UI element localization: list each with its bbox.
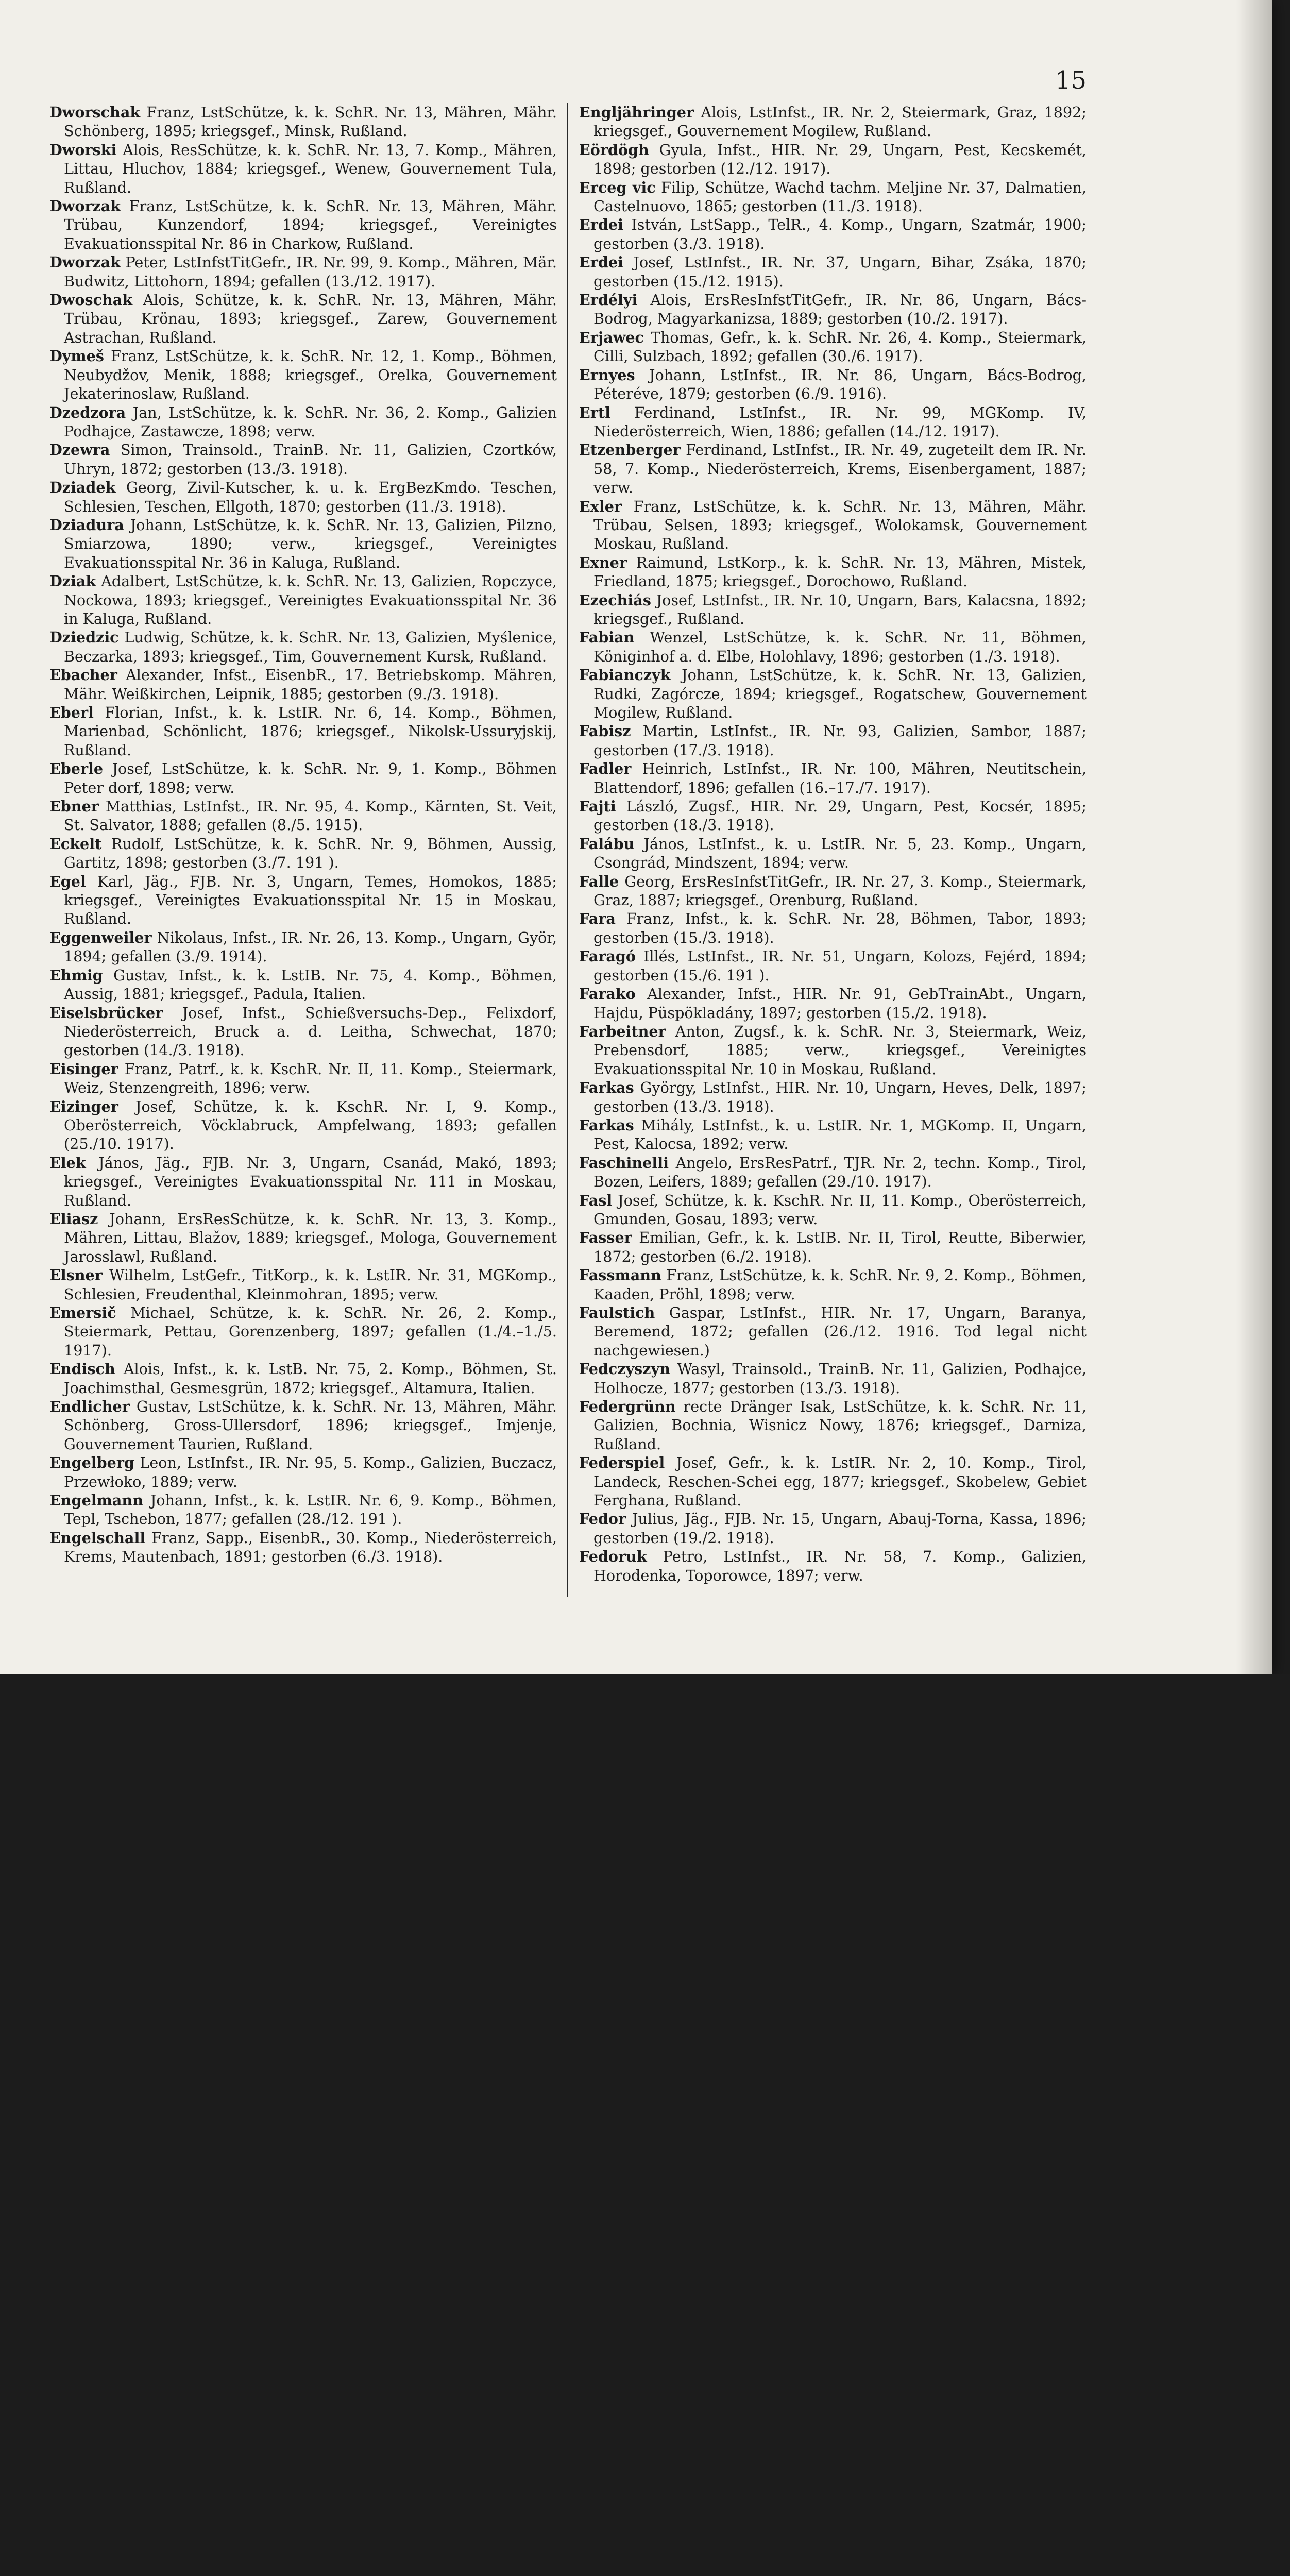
entry-details: János, LstInfst., k. u. LstIR. Nr. 5, 23. Komp., Ungarn, Csongrád, Mindszent, 1894; verw. — [593, 835, 1087, 872]
register-entry — [579, 366, 1087, 403]
entry-surname: Exner — [579, 553, 627, 571]
register-entry — [579, 722, 1087, 759]
register-entry — [579, 1510, 1087, 1547]
entry-details: István, LstSapp., TelR., 4. Komp., Ungarn, Szatmár, 1900; gestorben (3./3. 1918). — [593, 216, 1087, 252]
register-entry — [579, 1547, 1087, 1585]
register-entry — [579, 909, 1087, 947]
register-entry — [49, 1210, 557, 1266]
entry-surname: Erceg vic — [579, 178, 656, 196]
entry-details: Wasyl, Trainsold., TrainB. Nr. 11, Galizien, Podhajce, Holhocze, 1877; gestorben (13./3. 1918). — [593, 1360, 1087, 1397]
entry-surname: Eggenweiler — [49, 928, 152, 946]
entry-surname: Dworzak — [49, 253, 121, 272]
entry-details: Gustav, Infst., k. k. LstIB. Nr. 75, 4. Komp., Böhmen, Aussig, 1881; kriegsgef., Padula, Italien. — [64, 966, 557, 1003]
entry-details: Alexander, Infst., EisenbR., 17. Betriebskomp. Mähren, Mähr. Weißkirchen, Leipnik, 1885; gestorben (9./3. 1918). — [64, 666, 557, 703]
register-entry — [579, 215, 1087, 253]
entry-details: Angelo, ErsResPatrf., TJR. Nr. 2, techn. Komp., Tirol, Bozen, Leifers, 1889; gefallen (29./10. 1917). — [593, 1154, 1087, 1191]
register-entry — [579, 1022, 1087, 1078]
entry-surname: Fabisz — [579, 722, 631, 740]
entry-details: Josef, LstInfst., IR. Nr. 37, Ungarn, Bihar, Zsáka, 1870; gestorben (15./12. 1915). — [593, 253, 1087, 290]
register-entry — [49, 759, 557, 797]
entry-surname: Eliasz — [49, 1210, 98, 1228]
entry-details: Georg, Zivil-Kutscher, k. u. k. ErgBezKmdo. Teschen, Schlesien, Teschen, Ellgoth, 1870; gestorben (11./3. 1918). — [64, 479, 557, 515]
entry-surname: Endisch — [49, 1360, 115, 1378]
entry-surname: Farkas — [579, 1116, 634, 1134]
entry-details: Franz, LstSchütze, k. k. SchR. Nr. 9, 2. Komp., Böhmen, Kaaden, Pröhl, 1898; verw. — [593, 1266, 1087, 1303]
entry-details: Matthias, LstInfst., IR. Nr. 95, 4. Komp., Kärnten, St. Veit, St. Salvator, 1888; gefallen (8./5. 1915). — [64, 798, 557, 834]
register-entry — [579, 628, 1087, 666]
entry-surname: Dziedzic — [49, 629, 119, 647]
entry-surname: Dzewra — [49, 441, 110, 459]
entry-surname: Ezechiás — [579, 591, 651, 609]
entry-details: Franz, LstSchütze, k. k. SchR. Nr. 13, Mähren, Mähr. Schönberg, 1895; kriegsgef., Minsk, Rußland. — [64, 104, 557, 140]
entry-surname: Fabian — [579, 629, 635, 647]
register-entry — [49, 1303, 557, 1360]
left-column — [49, 103, 557, 1566]
register-entry — [49, 928, 557, 966]
entry-surname: Emersič — [49, 1304, 116, 1321]
register-entry — [579, 985, 1087, 1022]
entry-surname: Ebner — [49, 798, 99, 816]
register-entry — [49, 1060, 557, 1097]
right-column — [579, 103, 1087, 1585]
register-entry — [579, 666, 1087, 722]
entry-details: László, Zugsf., HIR. Nr. 29, Ungarn, Pest, Kocsér, 1895; gestorben (18./3. 1918). — [593, 798, 1087, 834]
entry-surname: Engljähringer — [579, 104, 694, 121]
register-entry — [49, 835, 557, 872]
register-entry — [49, 403, 557, 441]
register-entry — [579, 291, 1087, 328]
entry-surname: Dworski — [49, 141, 117, 159]
register-entry — [579, 141, 1087, 178]
register-entry — [49, 1004, 557, 1060]
register-entry — [49, 440, 557, 478]
entry-surname: Dworschak — [49, 104, 141, 121]
entry-surname: Dymeš — [49, 347, 104, 365]
entry-details: Simon, Trainsold., TrainB. Nr. 11, Galizien, Czortków, Uhryn, 1872; gestorben (13./3. 1918). — [64, 441, 557, 478]
entry-details: Wenzel, LstSchütze, k. k. SchR. Nr. 11, Böhmen, Königinhof a. d. Elbe, Holohlavy, 1896; gestorben (1./3. 1918). — [593, 629, 1087, 665]
register-entry — [49, 1491, 557, 1529]
entry-details: Julius, Jäg., FJB. Nr. 15, Ungarn, Abauj-Torna, Kassa, 1896; gestorben (19./2. 1918). — [593, 1510, 1087, 1547]
register-entry — [579, 947, 1087, 985]
entry-details: Josef, Gefr., k. k. LstIR. Nr. 2, 10. Komp., Tirol, Landeck, Reschen-Schei egg, 1877; kriegsgef., Skobelew, Gebiet Ferghana, Rußland. — [593, 1454, 1087, 1510]
entry-details: Jan, LstSchütze, k. k. SchR. Nr. 36, 2. Komp., Galizien Podhajce, Zastawcze, 1898; verw. — [64, 403, 557, 440]
register-entry — [579, 178, 1087, 216]
entry-details: Karl, Jäg., FJB. Nr. 3, Ungarn, Temes, Homokos, 1885; kriegsgef., Vereinigtes Evakuationsspital Nr. 15 in Moskau, Rußland. — [64, 872, 557, 928]
entry-details: Johann, LstSchütze, k. k. SchR. Nr. 13, Galizien, Rudki, Zagórcze, 1894; kriegsgef., Rogatschew, Gouvernement Mogilew, Rußland. — [593, 666, 1087, 721]
entry-surname: Ertl — [579, 403, 610, 421]
register-entry — [579, 103, 1087, 141]
register-entry — [49, 516, 557, 572]
entry-details: Raimund, LstKorp., k. k. SchR. Nr. 13, Mähren, Mistek, Friedland, 1875; kriegsgef., Dorochowo, Rußland. — [593, 553, 1087, 590]
entry-details: Thomas, Gefr., k. k. SchR. Nr. 26, 4. Komp., Steiermark, Cilli, Sulzbach, 1892; gefallen (30./6. 1917). — [593, 328, 1087, 365]
entry-details: Franz, LstSchütze, k. k. SchR. Nr. 13, Mähren, Mähr. Trübau, Selsen, 1893; kriegsgef., Wolokamsk, Gouvernement Moskau, Rußland. — [593, 497, 1087, 553]
register-entry — [579, 328, 1087, 366]
register-entry — [579, 759, 1087, 797]
register-entry — [579, 1453, 1087, 1510]
register-entry — [49, 1397, 557, 1453]
entry-details: Johann, ErsResSchütze, k. k. SchR. Nr. 13, 3. Komp., Mähren, Littau, Blažov, 1889; kriegsgef., Mologa, Gouvernement Jarosslawl, Rußland. — [64, 1210, 557, 1265]
entry-surname: Engelmann — [49, 1492, 143, 1510]
register-entry — [49, 103, 557, 141]
entry-details: Peter, LstInfstTitGefr., IR. Nr. 99, 9. Komp., Mähren, Mär. Budwitz, Littohorn, 1894; gefallen (13./12. 1917). — [64, 253, 557, 290]
register-entry — [49, 1097, 557, 1154]
register-entry — [49, 141, 557, 197]
entry-details: Michael, Schütze, k. k. SchR. Nr. 26, 2. Komp., Steiermark, Pettau, Gorenzenberg, 1897; gefallen (1./4.–1./5. 1917). — [64, 1304, 557, 1359]
entry-details: Franz, Infst., k. k. SchR. Nr. 28, Böhmen, Tabor, 1893; gestorben (15./3. 1918). — [593, 910, 1087, 946]
register-entry — [49, 253, 557, 291]
page-edge-shade — [1236, 0, 1272, 1674]
entry-details: Illés, LstInfst., IR. Nr. 51, Ungarn, Kolozs, Fejérd, 1894; gestorben (15./6. 191 ). — [593, 947, 1087, 984]
entry-surname: Farbeitner — [579, 1022, 666, 1040]
column-divider — [567, 103, 568, 1597]
entry-details: Alois, LstInfst., IR. Nr. 2, Steiermark, Graz, 1892; kriegsgef., Gouvernement Mogilew, Rußland. — [593, 104, 1087, 140]
entry-details: Adalbert, LstSchütze, k. k. SchR. Nr. 13, Galizien, Ropczyce, Nockowa, 1893; kriegsgef., Vereinigtes Evakuationsspital Nr. 36 in Kaluga, Rußland. — [64, 572, 557, 628]
register-entry — [579, 872, 1087, 910]
entry-details: Leon, LstInfst., IR. Nr. 95, 5. Komp., Galizien, Buczacz, Przewłoko, 1889; verw. — [64, 1454, 557, 1490]
entry-surname: Exler — [579, 497, 622, 515]
entry-details: Florian, Infst., k. k. LstIR. Nr. 6, 14. Komp., Böhmen, Marienbad, Schönlicht, 1876; kriegsgef., Nikolsk-Ussuryjskij, Rußland. — [64, 704, 557, 759]
entry-surname: Engelberg — [49, 1454, 134, 1472]
entry-surname: Federgrünn — [579, 1398, 676, 1416]
entry-details: Georg, ErsResInfstTitGefr., IR. Nr. 27, 3. Komp., Steiermark, Graz, 1887; kriegsgef., Orenburg, Rußland. — [593, 872, 1087, 909]
register-entry — [49, 666, 557, 703]
entry-details: Josef, Schütze, k. k. KschR. Nr. I, 9. Komp., Oberösterreich, Vöcklabruck, Ampfelwang, 1893; gefallen (25./10. 1917). — [64, 1097, 557, 1153]
entry-surname: Fedoruk — [579, 1548, 647, 1566]
entry-surname: Fasl — [579, 1191, 613, 1209]
entry-surname: Erjawec — [579, 328, 644, 346]
entry-surname: Federspiel — [579, 1454, 665, 1472]
entry-details: Wilhelm, LstGefr., TitKorp., k. k. LstIR. Nr. 31, MGKomp., Schlesien, Freudenthal, Kleinmohran, 1895; verw. — [64, 1266, 557, 1303]
entry-details: Alexander, Infst., HIR. Nr. 91, GebTrainAbt., Ungarn, Hajdu, Püspökladány, 1897; gestorben (15./2. 1918). — [593, 985, 1087, 1022]
entry-details: Johann, LstSchütze, k. k. SchR. Nr. 13, Galizien, Pilzno, Smiarzowa, 1890; verw., kriegsgef., Vereinigtes Evakuationsspital Nr. 36 in Kaluga, Rußland. — [64, 516, 557, 571]
entry-surname: Eiselsbrücker — [49, 1004, 163, 1022]
register-entry — [49, 797, 557, 835]
entry-details: Mihály, LstInfst., k. u. LstIR. Nr. 1, MGKomp. II, Ungarn, Pest, Kalocsa, 1892; verw. — [593, 1116, 1087, 1153]
register-entry — [579, 1397, 1087, 1453]
entry-details: György, LstInfst., HIR. Nr. 10, Ungarn, Heves, Delk, 1897; gestorben (13./3. 1918). — [593, 1079, 1087, 1115]
register-entry — [579, 1360, 1087, 1397]
entry-surname: Farkas — [579, 1079, 634, 1097]
entry-details: Ferdinand, LstInfst., IR. Nr. 99, MGKomp. IV, Niederösterreich, Wien, 1886; gefallen (14./12. 1917). — [593, 403, 1087, 440]
entry-surname: Falábu — [579, 835, 635, 853]
register-entry — [49, 1266, 557, 1303]
entry-details: Martin, LstInfst., IR. Nr. 93, Galizien, Sambor, 1887; gestorben (17./3. 1918). — [593, 722, 1087, 759]
entry-surname: Etzenberger — [579, 441, 681, 459]
register-entry — [579, 835, 1087, 872]
viewer-footer — [0, 1674, 1290, 1784]
entry-surname: Fassmann — [579, 1266, 661, 1284]
register-entry — [579, 1116, 1087, 1154]
entry-details: Josef, LstSchütze, k. k. SchR. Nr. 9, 1. Komp., Böhmen Peter dorf, 1898; verw. — [64, 760, 557, 796]
entry-surname: Dworzak — [49, 197, 121, 215]
register-entry — [49, 703, 557, 759]
entry-details: Gaspar, LstInfst., HIR. Nr. 17, Ungarn, Baranya, Beremend, 1872; gefallen (26./12. 1916. Tod legal nicht nachgewiesen.) — [593, 1304, 1087, 1359]
register-entry — [579, 1191, 1087, 1229]
entry-surname: Erdei — [579, 253, 623, 272]
entry-details: Gyula, Infst., HIR. Nr. 29, Ungarn, Pest, Kecskemét, 1898; gestorben (12./12. 1917). — [593, 141, 1087, 178]
entry-surname: Dziadek — [49, 479, 116, 497]
entry-surname: Eördögh — [579, 141, 649, 159]
register-entry — [579, 497, 1087, 553]
entry-surname: Ehmig — [49, 966, 103, 984]
entry-details: recte Dränger Isak, LstSchütze, k. k. SchR. Nr. 11, Galizien, Bochnia, Wisnicz Nowy, 1876; kriegsgef., Darniza, Rußland. — [593, 1398, 1087, 1453]
entry-surname: Eberl — [49, 704, 94, 721]
entry-details: Nikolaus, Infst., IR. Nr. 26, 13. Komp., Ungarn, Györ, 1894; gefallen (3./9. 1914). — [64, 928, 557, 965]
entry-details: Petro, LstInfst., IR. Nr. 58, 7. Komp., Galizien, Horodenka, Toporowce, 1897; verw. — [593, 1548, 1087, 1584]
register-entry — [49, 197, 557, 253]
entry-surname: Fara — [579, 910, 616, 928]
entry-surname: Ernyes — [579, 366, 635, 384]
entry-surname: Falle — [579, 872, 619, 890]
register-entry — [49, 572, 557, 628]
entry-surname: Elek — [49, 1154, 86, 1172]
entry-details: Filip, Schütze, Wachd tachm. Meljine Nr. 37, Dalmatien, Castelnuovo, 1865; gestorben (11./3. 1918). — [593, 178, 1087, 215]
page-number: 15 — [1055, 66, 1087, 95]
entry-details: János, Jäg., FJB. Nr. 3, Ungarn, Csanád, Makó, 1893; kriegsgef., Vereinigtes Evakuationsspital Nr. 111 in Moskau, Rußland. — [64, 1154, 557, 1209]
entry-surname: Fedczyszyn — [579, 1360, 670, 1378]
entry-details: Josef, Schütze, k. k. KschR. Nr. II, 11. Komp., Oberösterreich, Gmunden, Gosau, 1893; verw. — [593, 1191, 1087, 1228]
register-entry — [579, 440, 1087, 497]
register-entry — [49, 1529, 557, 1566]
entry-details: Gustav, LstSchütze, k. k. SchR. Nr. 13, Mähren, Mähr. Schönberg, Gross-Ullersdorf, 1896; kriegsgef., Imjenje, Gouvernement Taurien, Rußland. — [64, 1398, 557, 1453]
entry-details: Heinrich, LstInfst., IR. Nr. 100, Mähren, Neutitschein, Blattendorf, 1896; gefallen (16.–17./7. 1917). — [593, 760, 1087, 796]
register-entry — [579, 797, 1087, 835]
entry-details: Johann, LstInfst., IR. Nr. 86, Ungarn, Bács-Bodrog, Péteréve, 1879; gestorben (6./9. 1916). — [593, 366, 1087, 403]
register-entry — [579, 1228, 1087, 1266]
entry-surname: Fasser — [579, 1229, 632, 1247]
entry-details: Alois, Infst., k. k. LstB. Nr. 75, 2. Komp., Böhmen, St. Joachimsthal, Gesmesgrün, 1872; kriegsgef., Altamura, Italien. — [64, 1360, 557, 1397]
entry-details: Franz, Patrf., k. k. KschR. Nr. II, 11. Komp., Steiermark, Weiz, Stenzengreith, 1896; verw. — [64, 1060, 557, 1097]
register-entry — [579, 403, 1087, 441]
entry-surname: Fabianczyk — [579, 666, 671, 684]
entry-details: Franz, LstSchütze, k. k. SchR. Nr. 13, Mähren, Mähr. Trübau, Kunzendorf, 1894; kriegsgef., Vereinigtes Evakuationsspital Nr. 86 in Charkow, Rußland. — [64, 197, 557, 252]
register-entry — [579, 253, 1087, 291]
register-entry — [49, 1453, 557, 1491]
register-entry — [579, 553, 1087, 591]
entry-details: Emilian, Gefr., k. k. LstIB. Nr. II, Tirol, Reutte, Biberwier, 1872; gestorben (6./2. 1918). — [593, 1229, 1087, 1265]
register-entry — [49, 966, 557, 1004]
entry-details: Franz, LstSchütze, k. k. SchR. Nr. 12, 1. Komp., Böhmen, Neubydžov, Menik, 1888; kriegsgef., Orelka, Gouvernement Jekaterinoslaw, Rußland. — [64, 347, 557, 403]
entry-surname: Eckelt — [49, 835, 102, 853]
entry-details: Josef, Infst., Schießversuchs-Dep., Felixdorf, Niederösterreich, Bruck a. d. Leitha, Schwechat, 1870; gestorben (14./3. 1918). — [64, 1004, 557, 1059]
register-entry — [579, 1303, 1087, 1360]
entry-details: Josef, LstInfst., IR. Nr. 10, Ungarn, Bars, Kalacsna, 1892; kriegsgef., Rußland. — [593, 591, 1087, 628]
entry-surname: Fadler — [579, 760, 632, 778]
entry-surname: Ebacher — [49, 666, 117, 684]
register-entry — [49, 1360, 557, 1397]
entry-surname: Erdei — [579, 216, 623, 234]
entry-surname: Faulstich — [579, 1304, 655, 1321]
entry-details: Franz, Sapp., EisenbR., 30. Komp., Niederösterreich, Krems, Mautenbach, 1891; gestorben (6./3. 1918). — [64, 1529, 557, 1566]
register-entry — [49, 628, 557, 666]
entry-surname: Faragó — [579, 947, 636, 965]
entry-details: Ludwig, Schütze, k. k. SchR. Nr. 13, Galizien, Myślenice, Beczarka, 1893; kriegsgef., Tim, Gouvernement Kursk, Rußland. — [64, 629, 557, 665]
register-entry — [579, 1154, 1087, 1191]
register-entry — [579, 1266, 1087, 1303]
entry-surname: Farako — [579, 985, 636, 1003]
entry-surname: Fajti — [579, 798, 616, 816]
entry-surname: Dzedzora — [49, 403, 126, 421]
entry-surname: Fedor — [579, 1510, 626, 1528]
register-entry — [49, 1154, 557, 1210]
entry-surname: Endlicher — [49, 1398, 130, 1416]
entry-surname: Dziadura — [49, 516, 124, 534]
entry-surname: Elsner — [49, 1266, 103, 1284]
register-entry — [49, 291, 557, 347]
register-entry — [49, 478, 557, 516]
entry-details: Anton, Zugsf., k. k. SchR. Nr. 3, Steiermark, Weiz, Prebensdorf, 1885; verw., kriegsgef., Vereinigtes Evakuationsspital Nr. 10 in Moskau, Rußland. — [593, 1022, 1087, 1078]
register-entry — [579, 591, 1087, 629]
entry-surname: Eberle — [49, 760, 104, 778]
entry-details: Alois, ErsResInfstTitGefr., IR. Nr. 86, Ungarn, Bács-Bodrog, Magyarkanizsa, 1889; gestorben (10./2. 1917). — [593, 291, 1087, 328]
entry-surname: Faschinelli — [579, 1154, 669, 1172]
entry-surname: Engelschall — [49, 1529, 146, 1547]
entry-details: Rudolf, LstSchütze, k. k. SchR. Nr. 9, Böhmen, Aussig, Gartitz, 1898; gestorben (3./7. 191 ). — [64, 835, 557, 872]
entry-surname: Erdélyi — [579, 291, 638, 309]
entry-details: Johann, Infst., k. k. LstIR. Nr. 6, 9. Komp., Böhmen, Tepl, Tschebon, 1877; gefallen (28./12. 191 ). — [64, 1492, 557, 1528]
register-entry — [49, 872, 557, 928]
register-entry — [49, 347, 557, 403]
entry-surname: Dziak — [49, 572, 96, 590]
register-entry — [579, 1078, 1087, 1116]
entry-details: Alois, ResSchütze, k. k. SchR. Nr. 13, 7. Komp., Mähren, Littau, Hluchov, 1884; kriegsgef., Wenew, Gouvernement Tula, Rußland. — [64, 141, 557, 196]
entry-details: Ferdinand, LstInfst., IR. Nr. 49, zugeteilt dem IR. Nr. 58, 7. Komp., Niederösterreich, Krems, Eisenbergament, 1887; verw. — [593, 441, 1087, 497]
entry-surname: Dwoschak — [49, 291, 133, 309]
entry-surname: Egel — [49, 872, 86, 890]
entry-surname: Eizinger — [49, 1097, 118, 1115]
entry-details: Alois, Schütze, k. k. SchR. Nr. 13, Mähren, Mähr. Trübau, Krönau, 1893; kriegsgef., Zarew, Gouvernement Astrachan, Rußland. — [64, 291, 557, 346]
entry-surname: Eisinger — [49, 1060, 118, 1078]
